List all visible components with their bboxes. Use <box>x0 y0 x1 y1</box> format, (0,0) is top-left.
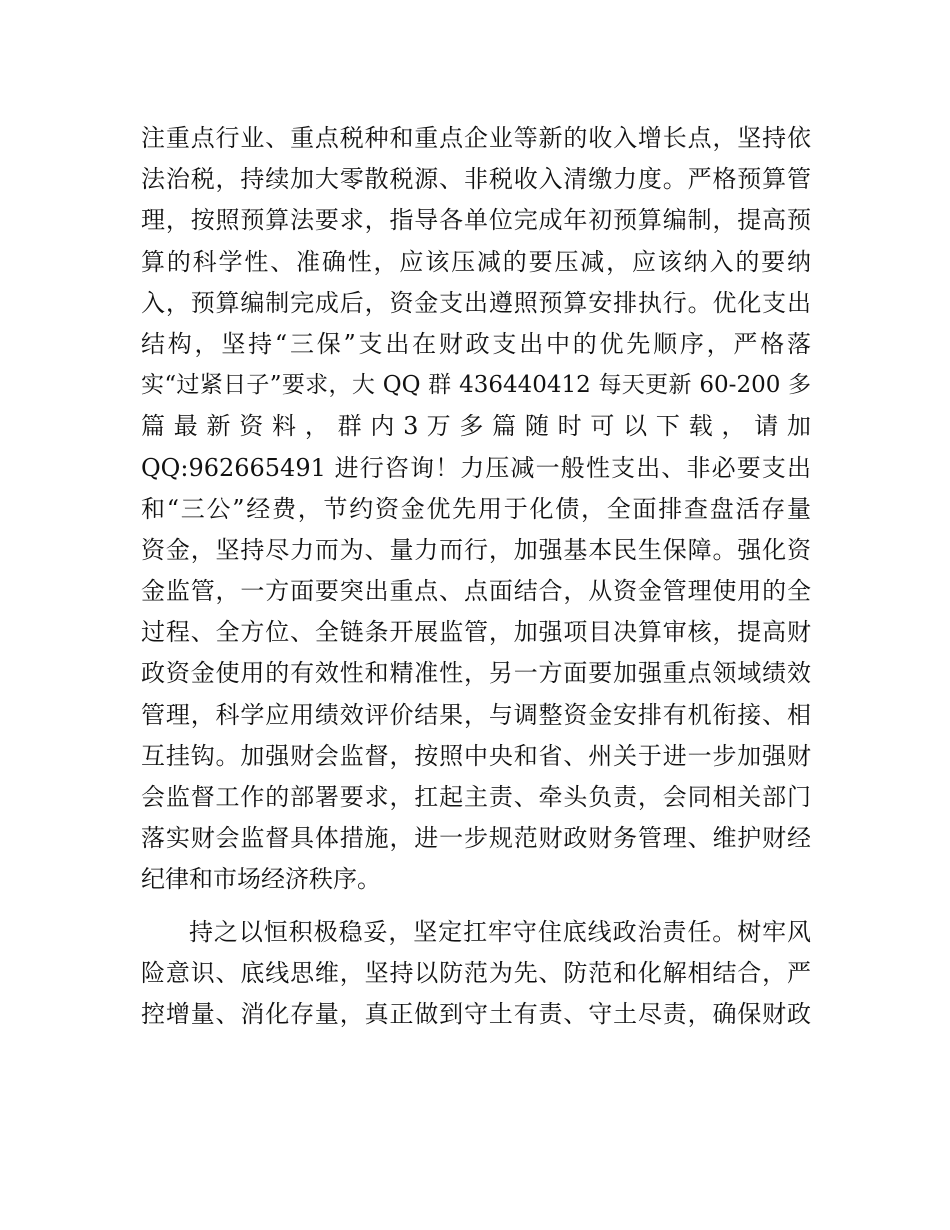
paragraph-2-line-3: 控增量、消化存量，真正做到守土有责、守土尽责，确保财政 <box>141 999 811 1028</box>
paragraph-1-line-18: 落实财会监督具体措施，进一步规范财政财务管理、维护财经 <box>141 824 811 853</box>
paragraph-spacer <box>141 901 811 912</box>
paragraph-1-line-5: 入，预算编制完成后，资金支出遵照预算安排执行。优化支出 <box>141 288 811 317</box>
paragraph-1-line-10: 和“三公”经费，节约资金优先用于化债，全面排查盘活存量 <box>141 494 811 523</box>
paragraph-1-line-14: 政资金使用的有效性和精准性，另一方面要加强重点领域绩效 <box>141 659 811 688</box>
paragraph-1-line-16: 互挂钩。加强财会监督，按照中央和省、州关于进一步加强财 <box>141 741 811 770</box>
paragraph-1-line-12: 金监管，一方面要突出重点、点面结合，从资金管理使用的全 <box>141 577 811 606</box>
paragraph-1-line-3: 理，按照预算法要求，指导各单位完成年初预算编制，提高预 <box>141 206 811 235</box>
paragraph-2-line-2: 险意识、底线思维，坚持以防范为先、防范和化解相结合，严 <box>141 958 811 987</box>
paragraph-1-line-8: 篇 最 新 资 料 ， 群 内 3 万 多 篇 随 时 可 以 下 载 ， 请 加 <box>141 412 811 441</box>
document-body <box>141 118 811 1035</box>
paragraph-1-line-15: 管理，科学应用绩效评价结果，与调整资金安排有机衔接、相 <box>141 700 811 729</box>
paragraph-1-line-6: 结构，坚持“三保”支出在财政支出中的优先顺序，严格落 <box>141 329 811 358</box>
paragraph-2-line-1: 持之以恒积极稳妥，坚定扛牢守住底线政治责任。树牢风 <box>189 917 811 946</box>
paragraph-1-line-19: 纪律和市场经济秩序。 <box>141 865 381 894</box>
paragraph-1-line-2: 法治税，持续加大零散税源、非税收入清缴力度。严格预算管 <box>141 165 811 194</box>
paragraph-1-line-4: 算的科学性、准确性，应该压减的要压减，应该纳入的要纳 <box>141 247 811 276</box>
paragraph-1-line-13: 过程、全方位、全链条开展监管，加强项目决算审核，提高财 <box>141 618 811 647</box>
paragraph-1-line-9: QQ:962665491 进行咨询！力压减一般性支出、非必要支出 <box>141 453 811 482</box>
paragraph-1-line-1: 注重点行业、重点税种和重点企业等新的收入增长点，坚持依 <box>141 124 811 152</box>
paragraph-1-line-11: 资金，坚持尽力而为、量力而行，加强基本民生保障。强化资 <box>141 535 811 564</box>
paragraph-1-line-17: 会监督工作的部署要求，扛起主责、牵头负责，会同相关部门 <box>141 783 811 811</box>
paragraph-1-line-7: 实“过紧日子”要求，大 QQ 群 436440412 每天更新 60-200 多 <box>141 372 811 399</box>
